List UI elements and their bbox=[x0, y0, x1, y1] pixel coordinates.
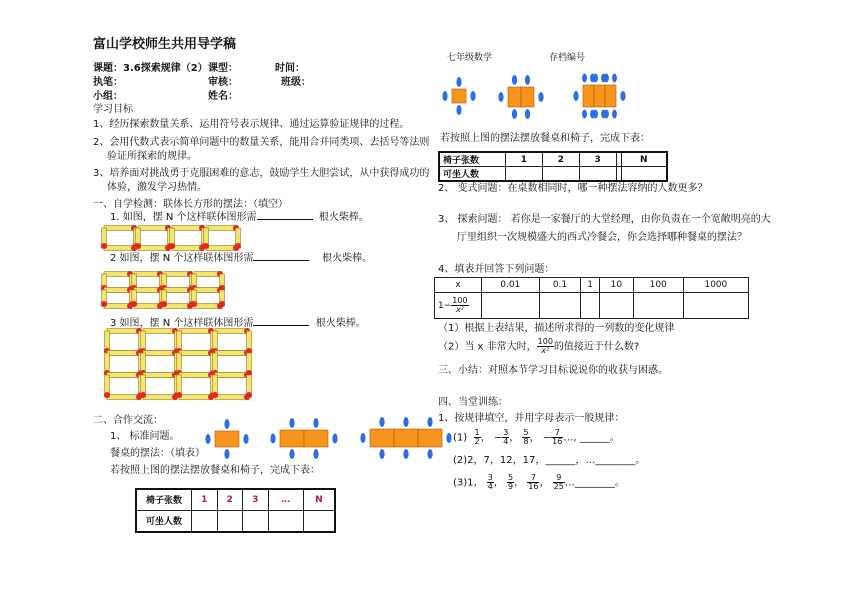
self-check-heading: 一、自学检测：联体长方形的摆法：（填空） bbox=[93, 199, 288, 210]
fill-table-heading: 4、填表并回答下列问题： bbox=[438, 264, 555, 275]
chair-icon bbox=[604, 110, 609, 119]
goal-2: 2、会用代数式表示简单问题中的数量关系，能用合并同类项、去括号等法则 bbox=[93, 137, 430, 148]
row-label: 椅子张数 bbox=[136, 489, 192, 510]
q4-2: （2）当 x 非常大时， $\frac{100}{\text{x²}}$ 的值接近于什么数? bbox=[438, 337, 640, 355]
dining-table bbox=[508, 87, 521, 107]
dining-table bbox=[280, 430, 304, 447]
chair-icon bbox=[512, 75, 517, 85]
chair-icon bbox=[593, 74, 598, 83]
row-label: 椅子张数 bbox=[439, 152, 506, 167]
chair-icon bbox=[224, 449, 229, 459]
chair-icon bbox=[593, 110, 598, 119]
variant-question: 2、 变式问题：在桌数相同时，哪一种摆法容纳的人数更多？ bbox=[438, 183, 708, 194]
header-cell: x bbox=[435, 278, 482, 293]
self-check-q1: 1. 如图，摆 N 个这样联体图形需 根火柴棒。 bbox=[110, 212, 369, 223]
cell: 2 bbox=[217, 489, 243, 510]
chair-icon bbox=[456, 77, 461, 87]
header-cell: 0.1 bbox=[539, 278, 581, 293]
goal-3-cont: 体验，激发学习热情。 bbox=[107, 182, 207, 193]
page-title: 富山学校师生共用导学稿 bbox=[93, 37, 237, 52]
chair-icon bbox=[446, 433, 451, 443]
header-cell: 1 bbox=[581, 278, 599, 293]
explore-question-cont: 厅里组织一次规模盛大的西式冷餐会，你会选择哪种餐桌的摆法？ bbox=[457, 232, 747, 243]
goal-3: 3、培养面对挑战勇于克服困难的意志，鼓励学生大胆尝试，从中获得成功的 bbox=[93, 168, 430, 179]
chair-icon bbox=[403, 417, 408, 427]
chair-icon bbox=[379, 417, 384, 427]
practice-sequence-3: (3)1， $\frac{3}{4}$ ， $\frac{5}{9}$ ， $\frac{7}{16}$ ， $\frac{9}{25}$ …________。 bbox=[453, 473, 625, 491]
chair-icon bbox=[379, 449, 384, 459]
chair-icon bbox=[582, 110, 587, 119]
chair-icon bbox=[442, 91, 447, 101]
chair-icon bbox=[243, 434, 248, 444]
name-label: 姓名： bbox=[208, 91, 238, 102]
dining-table bbox=[304, 430, 328, 447]
dining-table bbox=[605, 85, 616, 107]
dining-table bbox=[370, 429, 394, 447]
cell: … bbox=[268, 489, 303, 510]
chair-icon bbox=[456, 105, 461, 115]
chair-icon bbox=[604, 74, 609, 83]
chair-icon bbox=[224, 419, 229, 429]
coop-q1: 1、 标准问题。 bbox=[110, 431, 180, 442]
cell: N bbox=[303, 489, 335, 510]
reviewer-label: 审核： bbox=[208, 77, 238, 88]
chair-icon bbox=[525, 109, 530, 119]
chair-icon bbox=[270, 434, 275, 444]
chair-icon bbox=[313, 418, 318, 428]
coop-q1b: 餐桌的摆法：（填表） bbox=[110, 448, 205, 459]
chair-icon bbox=[582, 74, 587, 83]
chair-icon bbox=[620, 91, 625, 101]
explore-question: 3、 探索问题： 若你是一家餐厅的大堂经理，由你负责在一个宽敞明亮的大 bbox=[438, 214, 771, 225]
row-label: 可坐人数 bbox=[439, 167, 506, 182]
chair-icon bbox=[205, 434, 210, 444]
dining-table bbox=[418, 429, 442, 447]
dining-table bbox=[394, 429, 418, 447]
chair-icon bbox=[427, 449, 432, 459]
cell: 2 bbox=[542, 152, 579, 167]
time-label: 时间： bbox=[275, 63, 305, 74]
expression-cell: 1− $\frac{100}{\text{x²}}$ bbox=[435, 293, 482, 319]
practice-sequence-1: (1) $\frac{1}{2}$ ， − $\frac{3}{4}$ ， $\frac{5}{8}$ ， − $\frac{7}{16}$ …, ______。 bbox=[453, 428, 620, 446]
cell: 1 bbox=[506, 152, 543, 167]
self-check-q2: 2 如图，摆 N 个这样联体图形需 根火柴棒。 bbox=[110, 253, 373, 264]
practice-q1: 1、按规律填空，并用字母表示一般规律： bbox=[438, 413, 625, 424]
chair-icon bbox=[403, 449, 408, 459]
class-label: 班级： bbox=[281, 77, 311, 88]
row-label: 可坐人数 bbox=[136, 510, 192, 532]
dining-table bbox=[452, 89, 466, 103]
goal-1: 1、经历探索数量关系、运用符号表示规律、通过运算验证规律的过程。 bbox=[93, 119, 410, 130]
dining-table bbox=[594, 85, 605, 107]
cell: 1 bbox=[192, 489, 218, 510]
cell: N bbox=[621, 152, 667, 167]
header-cell: 1000 bbox=[683, 278, 748, 293]
header-cell: 100 bbox=[633, 278, 683, 293]
group-label: 小组： bbox=[93, 91, 123, 102]
writer-label: 执笔： bbox=[93, 77, 123, 88]
header-cell: 0.01 bbox=[482, 278, 540, 293]
dining-table bbox=[583, 85, 594, 107]
topic: 课题：3.6探索规律（2） bbox=[93, 63, 208, 74]
chair-icon bbox=[360, 433, 365, 443]
coop-q1c: 若按照上图的摆法摆放餐桌和椅子，完成下表： bbox=[110, 465, 320, 476]
header-cell: 10 bbox=[599, 278, 633, 293]
cell: 3 bbox=[579, 152, 616, 167]
dining-table bbox=[521, 87, 534, 107]
right-intro: 若按照上图的摆法摆放餐桌和椅子，完成下表： bbox=[440, 133, 650, 144]
chair-icon bbox=[289, 449, 294, 459]
coop-heading: 二、合作交流： bbox=[93, 415, 163, 426]
cell: 3 bbox=[243, 489, 269, 510]
chair-icon bbox=[612, 74, 617, 83]
chair-icon bbox=[427, 417, 432, 427]
practice-sequence-2: (2)2，7，12，17，______，…________。 bbox=[453, 455, 646, 466]
chair-icon bbox=[512, 109, 517, 119]
q4-1: （1）根据上表结果，描述所求得的一列数的变化规律 bbox=[438, 323, 675, 334]
chair-icon bbox=[498, 92, 503, 102]
goals-heading: 学习目标 bbox=[93, 104, 133, 115]
grade-label: 七年级数学 bbox=[447, 53, 493, 63]
archive-label: 存档编号 bbox=[549, 53, 586, 63]
chair-icon bbox=[573, 91, 578, 101]
chair-icon bbox=[470, 91, 475, 101]
chair-icon bbox=[612, 110, 617, 119]
chair-icon bbox=[332, 434, 337, 444]
chair-icon bbox=[525, 75, 530, 85]
chair-icon bbox=[313, 449, 318, 459]
chair-icon bbox=[538, 92, 543, 102]
practice-heading: 四、当堂训练： bbox=[438, 397, 508, 408]
lesson-type: 课型： bbox=[208, 63, 238, 74]
self-check-q3: 3 如图，摆 N 个这样联体图形需 根火柴棒。 bbox=[110, 318, 366, 329]
summary: 三、小结：对照本节学习目标说说你的收获与困惑。 bbox=[438, 365, 668, 376]
dining-table bbox=[215, 431, 239, 447]
chair-icon bbox=[289, 418, 294, 428]
goal-2-cont: 验证所探索的规律。 bbox=[107, 151, 197, 162]
